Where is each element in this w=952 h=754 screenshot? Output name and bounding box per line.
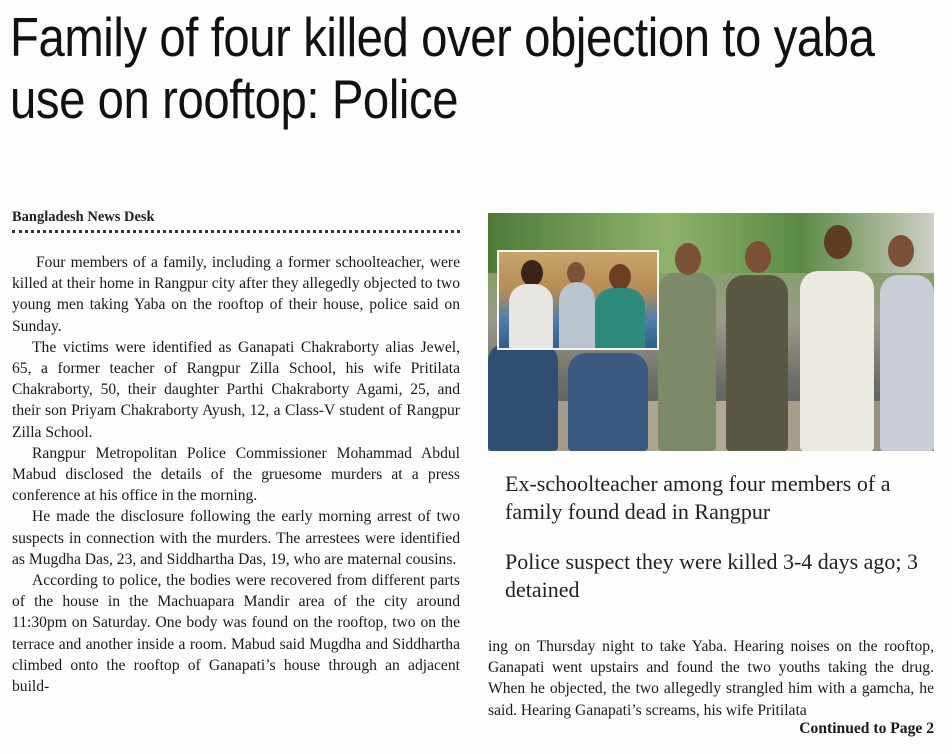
continued-link[interactable]: Continued to Page 2 (799, 720, 934, 737)
inset-photo (497, 250, 659, 350)
headline: Family of four killed over objection to yaba use on rooftop: Police (10, 6, 875, 130)
paragraph: Four members of a family, including a former schoolteacher, were killed at their home in Rangpur city after they allegedly objected to two young men taking Yaba on the rooftop of their house, police said on Sunday. (12, 254, 460, 335)
dotted-divider (12, 230, 460, 233)
paragraph: ing on Thursday night to take Yaba. Hearing noises on the rooftop, Ganapati went upstairs and found the two youths taking the drug. When he objected, the two allegedly strangled him with a gamcha, he said. Hearing Ganapati’s screams, his wife Pritilata (488, 638, 934, 719)
paragraph: The victims were identified as Ganapati Chakraborty alias Jewel, 65, a former teacher of Rangpur Zilla School, his wife Pritilata Chakraborty, 50, their daughter Parthi Chakraborty Agami, 25, and their son Priyam Chakraborty Ayush, 12, a Class-V student of Rangpur Zilla School. (12, 338, 460, 441)
paragraph: He made the disclosure following the early morning arrest of two suspects in connection with the murders. The arrestees were identified as Mugdha Das, 23, and Siddhartha Das, 19, who are maternal cousins. (12, 508, 460, 568)
byline: Bangladesh News Desk (12, 209, 155, 225)
paragraph: Rangpur Metropolitan Police Commissioner Mohammad Abdul Mabud disclosed the details of the gruesome murders at a press conference at his office in the morning. (12, 444, 460, 505)
article-column-1 (12, 252, 460, 697)
article-column-2 (488, 636, 934, 721)
photo-caption: Ex-schoolteacher among four members of a family found dead in Rangpur (505, 471, 891, 524)
paragraph: According to police, the bodies were recovered from different parts of the house in the Machuapara Mandir area of the city around 11:30pm on Saturday. One body was found on the rooftop, two on the terrace and another inside a room. Mabud said Mugdha and Siddhartha climbed onto the rooftop of Ganapati’s house through an adjacent build- (12, 572, 460, 696)
sub-caption: Police suspect they were killed 3-4 days ago; 3 detained (505, 549, 919, 602)
